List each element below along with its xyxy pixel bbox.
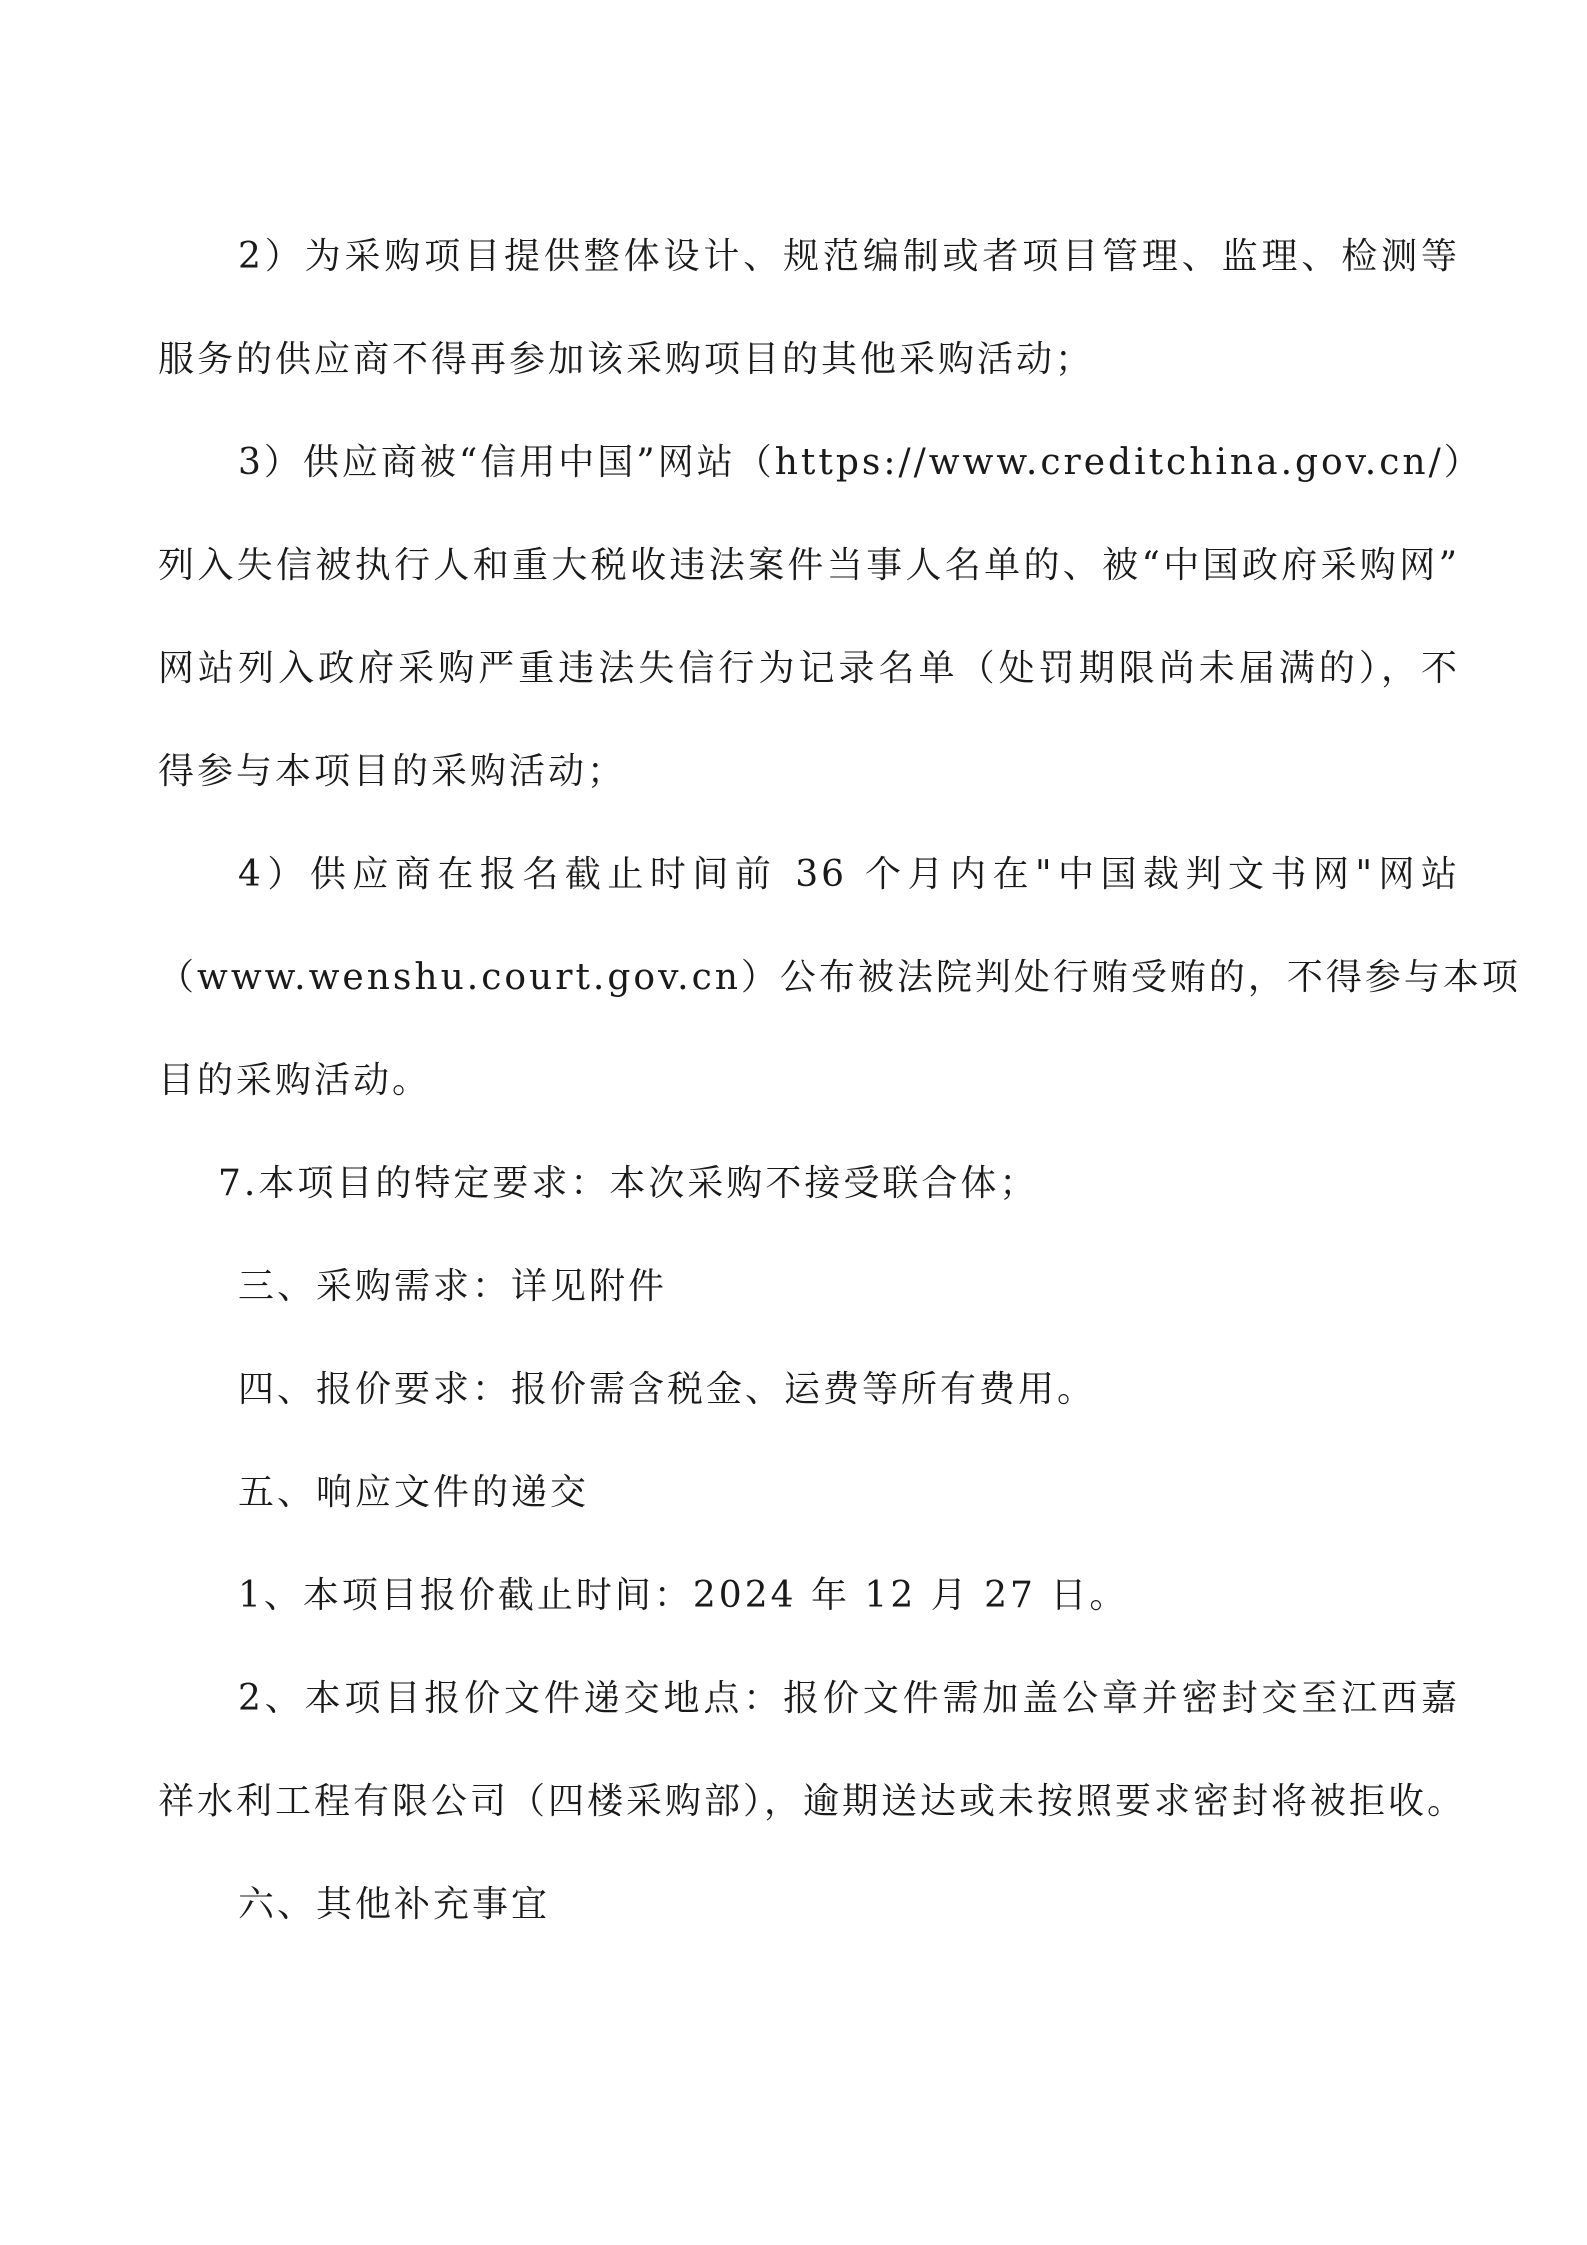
text-line: 1、本项目报价截止时间：2024 年 12 月 27 日。 <box>238 1575 1129 1616</box>
text-line: （www.wenshu.court.gov.cn）公布被法院判处行贿受贿的，不得参与本项 <box>158 957 1521 998</box>
section-heading: 六、其他补充事宜 <box>238 1884 551 1925</box>
text-line: 得参与本项目的采购活动； <box>158 751 627 792</box>
text-line: 目的采购活动。 <box>158 1060 432 1101</box>
section-heading: 四、报价要求：报价需含税金、运费等所有费用。 <box>238 1369 1097 1410</box>
text-line: 4）供应商在报名截止时间前 36 个月内在"中国裁判文书网"网站 <box>238 854 1460 895</box>
section-heading: 五、响应文件的递交 <box>238 1472 590 1513</box>
text-line: 列入失信被执行人和重大税收违法案件当事人名单的、被“中国政府采购网” <box>158 545 1460 586</box>
document-body <box>158 205 1521 1956</box>
text-line: 2）为采购项目提供整体设计、规范编制或者项目管理、监理、检测等 <box>238 236 1460 277</box>
text-line: 服务的供应商不得再参加该采购项目的其他采购活动； <box>158 339 1095 380</box>
text-line: 网站列入政府采购严重违法失信行为记录名单（处罚期限尚未届满的），不 <box>158 648 1460 689</box>
text-line: 祥水利工程有限公司（四楼采购部），逾期送达或未按照要求密封将被拒收。 <box>158 1781 1467 1822</box>
text-line: 3）供应商被“信用中国”网站（https://www.creditchina.gov.cn/） <box>238 442 1483 483</box>
text-line: 2、本项目报价文件递交地点：报价文件需加盖公章并密封交至江西嘉 <box>238 1678 1460 1719</box>
text-line: 7.本项目的特定要求：本次采购不接受联合体； <box>218 1163 1039 1204</box>
section-heading: 三、采购需求：详见附件 <box>238 1266 668 1307</box>
